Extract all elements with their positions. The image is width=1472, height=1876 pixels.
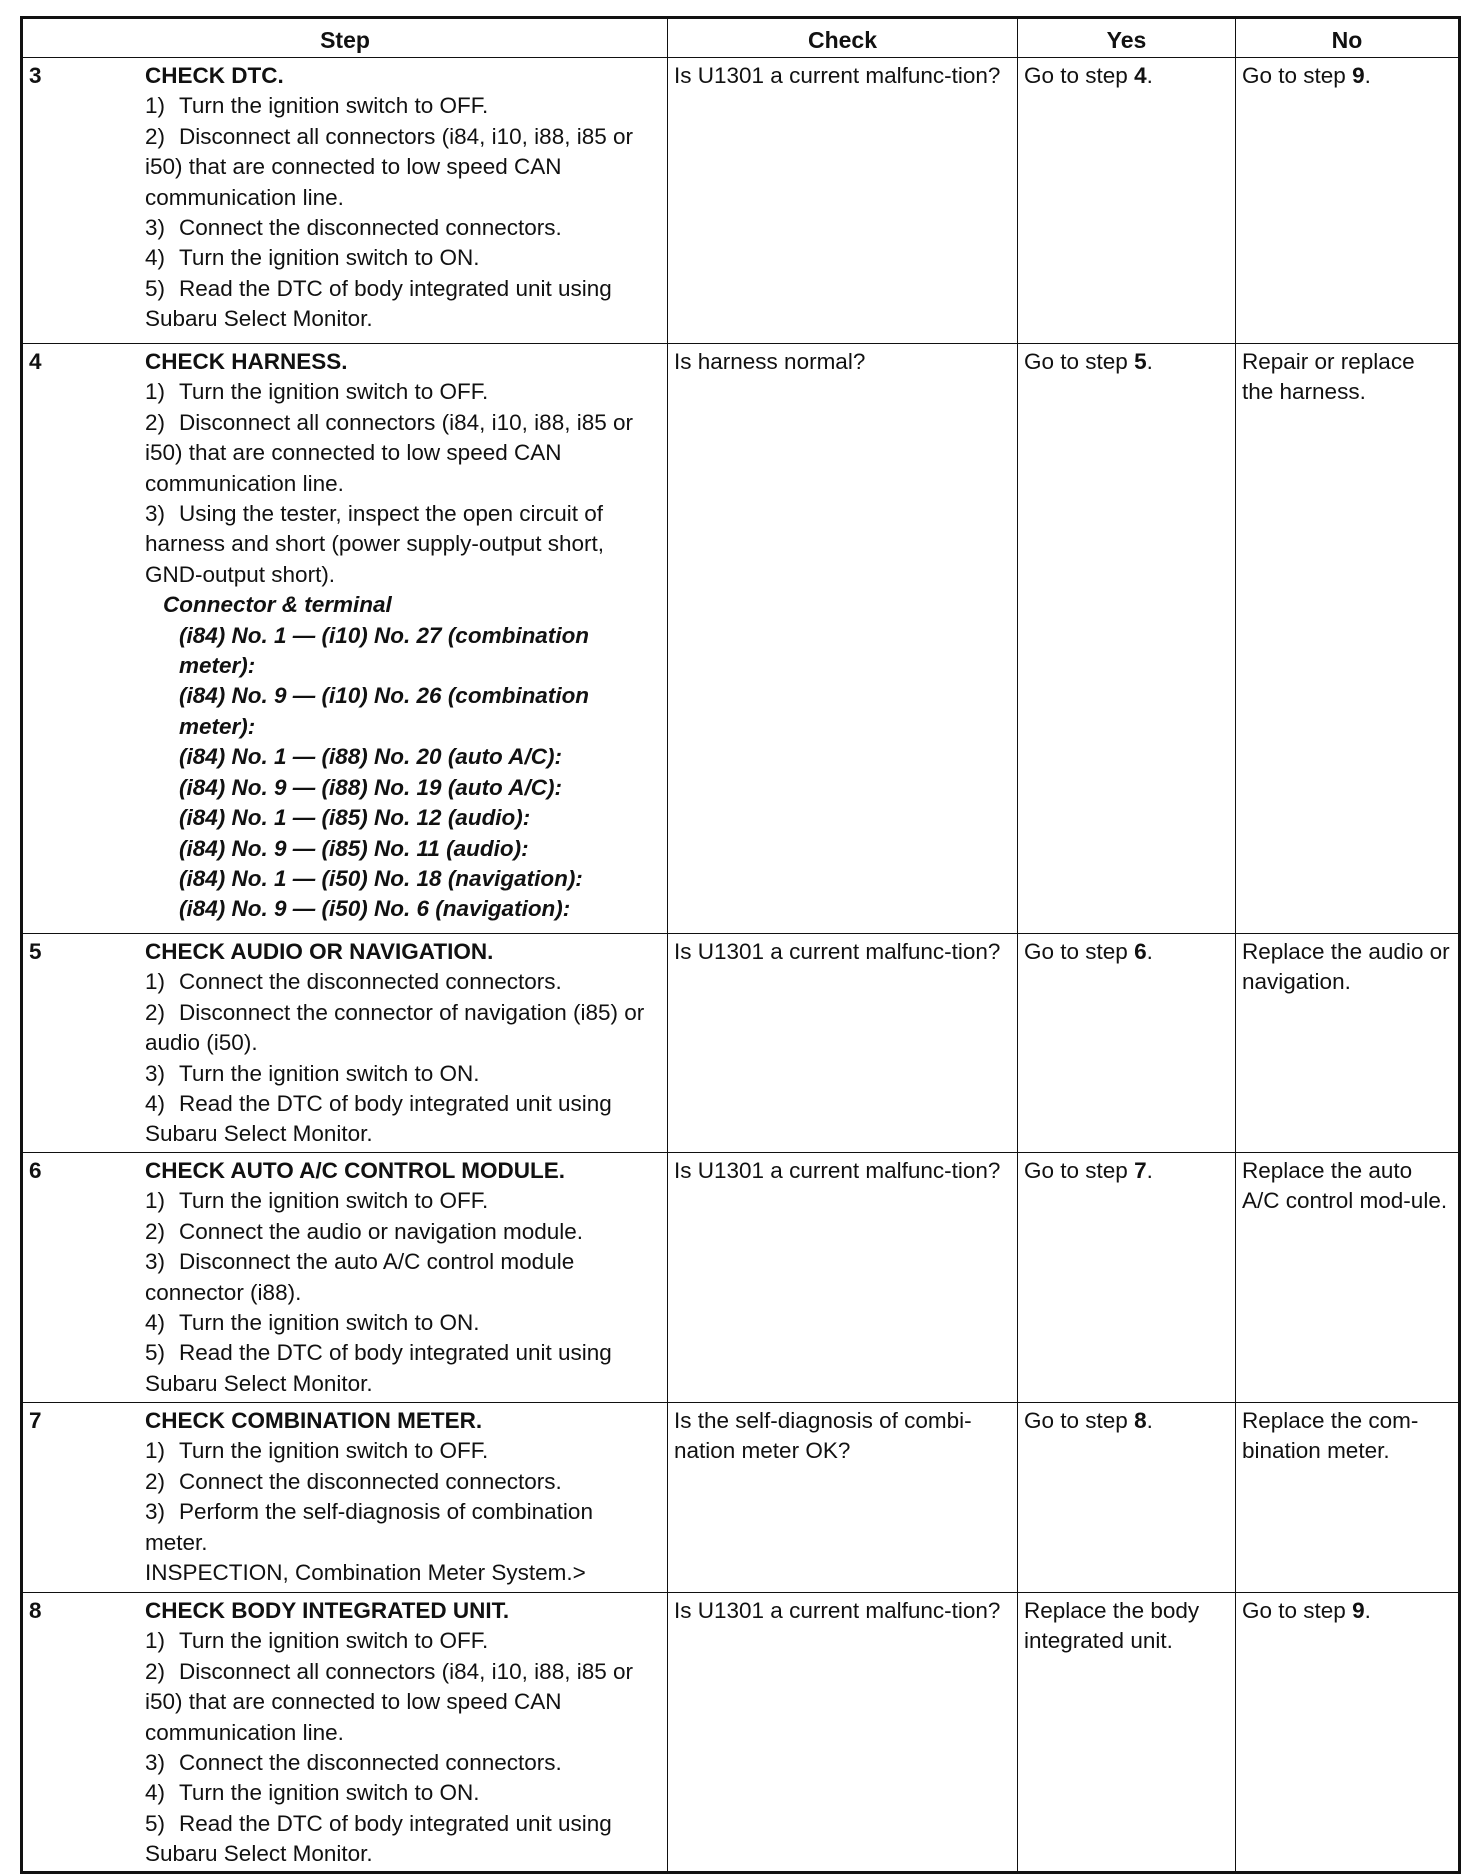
yes-cell: Go to step 5. — [1018, 344, 1236, 934]
step-line: 3) Disconnect the auto A/C control module connector (i88). — [145, 1249, 575, 1305]
header-check: Check — [668, 18, 1018, 58]
step-title: CHECK HARNESS. — [145, 349, 348, 374]
yes-cell: Go to step 8. — [1018, 1403, 1236, 1593]
step-body — [145, 347, 661, 925]
step-line: 1) Turn the ignition switch to OFF. — [145, 1438, 489, 1464]
table-row — [22, 344, 1460, 934]
connector-heading: Connector & terminal — [163, 592, 392, 618]
step-line: 5) Read the DTC of body integrated unit using Subaru Select Monitor. — [145, 1340, 612, 1396]
step-line: 2) Disconnect all connectors (i84, i10, i88, i85 or i50) that are connected to low speed CAN communication line. — [145, 409, 633, 496]
header-yes: Yes — [1018, 18, 1236, 58]
step-reference: 9 — [1352, 1598, 1365, 1623]
no-cell: Replace the com-bination meter. — [1236, 1403, 1460, 1593]
connector-terminal: (i84) No. 9 — (i88) No. 19 (auto A/C): — [179, 774, 562, 800]
connector-terminal: (i84) No. 9 — (i85) No. 11 (audio): — [179, 835, 529, 861]
step-cell — [22, 934, 668, 1153]
step-line: 3) Perform the self-diagnosis of combination meter. — [145, 1499, 593, 1555]
step-reference: 4 — [1134, 63, 1147, 88]
table-row — [22, 934, 1460, 1153]
check-cell: Is U1301 a current malfunc-tion? — [668, 1153, 1018, 1403]
step-number: 4 — [29, 349, 42, 374]
no-cell: Go to step 9. — [1236, 1593, 1460, 1873]
step-line: 1) Turn the ignition switch to OFF. — [145, 1628, 489, 1654]
step-title: CHECK COMBINATION METER. — [145, 1408, 483, 1433]
step-line: 5) Read the DTC of body integrated unit using Subaru Select Monitor. — [145, 275, 612, 332]
step-line: 3) Using the tester, inspect the open circuit of harness and short (power supply-output short, GND-output short). — [145, 501, 604, 587]
check-cell: Is harness normal? — [668, 344, 1018, 934]
diagnostic-table — [20, 16, 1461, 1874]
step-line: 4) Turn the ignition switch to ON. — [145, 245, 480, 271]
step-line: 4) Turn the ignition switch to ON. — [145, 1780, 480, 1806]
connector-terminal: (i84) No. 1 — (i50) No. 18 (navigation): — [179, 865, 583, 891]
step-number: 3 — [29, 63, 42, 88]
connector-terminal: (i84) No. 1 — (i10) No. 27 (combination meter): — [179, 622, 590, 679]
step-line: 2) Disconnect the connector of navigation (i85) or audio (i50). — [145, 999, 645, 1056]
step-number: 8 — [29, 1598, 42, 1623]
check-cell: Is the self-diagnosis of combi-nation meter OK? — [668, 1403, 1018, 1593]
yes-cell: Replace the body integrated unit. — [1018, 1593, 1236, 1873]
table-row — [22, 58, 1460, 344]
step-line: 1) Turn the ignition switch to OFF. — [145, 1188, 489, 1214]
step-line: 1) Turn the ignition switch to OFF. — [145, 379, 489, 405]
header-step: Step — [22, 18, 668, 58]
table-row — [22, 1403, 1460, 1593]
step-line: 2) Disconnect all connectors (i84, i10, i88, i85 or i50) that are connected to low speed CAN communication line. — [145, 123, 633, 210]
step-line: 2) Disconnect all connectors (i84, i10, i88, i85 or i50) that are connected to low speed CAN communication line. — [145, 1658, 633, 1745]
connector-terminal: (i84) No. 1 — (i85) No. 12 (audio): — [179, 805, 531, 831]
yes-cell: Go to step 7. — [1018, 1153, 1236, 1403]
step-line: 4) Read the DTC of body integrated unit using Subaru Select Monitor. — [145, 1091, 612, 1147]
step-line: 2) Connect the audio or navigation module. — [145, 1218, 584, 1244]
step-number: 7 — [29, 1408, 42, 1433]
check-cell: Is U1301 a current malfunc-tion? — [668, 1593, 1018, 1873]
step-line: 5) Read the DTC of body integrated unit using Subaru Select Monitor. — [145, 1810, 612, 1867]
step-number: 5 — [29, 939, 42, 964]
step-body — [145, 1156, 661, 1399]
step-line: 1) Connect the disconnected connectors. — [145, 969, 562, 995]
step-reference: 6 — [1134, 939, 1147, 964]
step-reference: 9 — [1352, 63, 1365, 88]
yes-cell: Go to step 6. — [1018, 934, 1236, 1153]
table-row — [22, 1593, 1460, 1873]
check-cell: Is U1301 a current malfunc-tion? — [668, 934, 1018, 1153]
no-cell: Replace the auto A/C control mod-ule. — [1236, 1153, 1460, 1403]
step-body — [145, 1406, 661, 1588]
step-title: CHECK DTC. — [145, 63, 284, 88]
step-number: 6 — [29, 1158, 42, 1183]
step-reference: 8 — [1134, 1408, 1147, 1433]
step-line: 2) Connect the disconnected connectors. — [145, 1468, 562, 1494]
step-title: CHECK BODY INTEGRATED UNIT. — [145, 1598, 510, 1623]
header-row — [22, 18, 1460, 58]
yes-cell: Go to step 4. — [1018, 58, 1236, 344]
step-reference: 5 — [1134, 349, 1147, 374]
check-cell: Is U1301 a current malfunc-tion? — [668, 58, 1018, 344]
step-line: 3) Turn the ignition switch to ON. — [145, 1060, 480, 1086]
step-cell — [22, 1153, 668, 1403]
procedure-sheet — [20, 16, 1458, 1867]
step-cell — [22, 1593, 668, 1873]
connector-terminal: (i84) No. 1 — (i88) No. 20 (auto A/C): — [179, 744, 562, 770]
no-cell: Go to step 9. — [1236, 58, 1460, 344]
step-body — [145, 937, 661, 1150]
connector-terminal: (i84) No. 9 — (i50) No. 6 (navigation): — [179, 896, 571, 922]
step-line: 1) Turn the ignition switch to OFF. — [145, 93, 489, 119]
connector-terminal: (i84) No. 9 — (i10) No. 26 (combination meter): — [179, 683, 590, 739]
step-line: INSPECTION, Combination Meter System.> — [145, 1560, 586, 1586]
step-cell — [22, 344, 668, 934]
step-title: CHECK AUTO A/C CONTROL MODULE. — [145, 1158, 565, 1183]
step-line: 3) Connect the disconnected connectors. — [145, 215, 562, 241]
no-cell: Replace the audio or navigation. — [1236, 934, 1460, 1153]
header-no: No — [1236, 18, 1460, 58]
no-cell: Repair or replace the harness. — [1236, 344, 1460, 934]
step-reference: 7 — [1134, 1158, 1147, 1183]
step-line: 4) Turn the ignition switch to ON. — [145, 1310, 480, 1336]
step-title: CHECK AUDIO OR NAVIGATION. — [145, 939, 494, 964]
step-body — [145, 1596, 661, 1870]
table-row — [22, 1153, 1460, 1403]
step-cell — [22, 1403, 668, 1593]
step-line: 3) Connect the disconnected connectors. — [145, 1750, 562, 1776]
step-cell — [22, 58, 668, 344]
step-body — [145, 61, 661, 335]
